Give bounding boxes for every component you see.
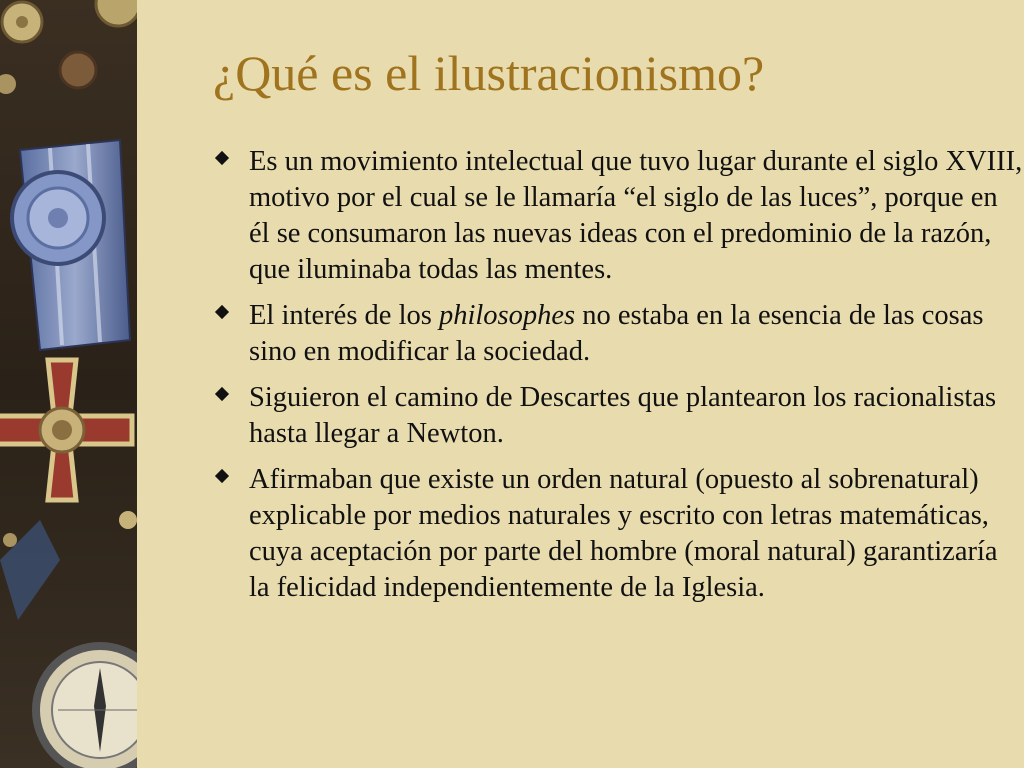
bullet-text: Afirmaban que existe un orden natural (opuesto al sobrenatural) explicable por medios naturales y escrito con letras matemáticas, cuya aceptación por parte del hombre (moral natural) garantizaría la felicidad independientemente de la Iglesia.: [249, 464, 998, 603]
bullet-text-before: El interés de los: [249, 300, 439, 331]
diamond-bullet-icon: [215, 305, 229, 319]
bullet-text: Siguieron el camino de Descartes que plantearon los racionalistas hasta llegar a Newton.: [249, 382, 997, 449]
bullet-item: [215, 298, 1024, 370]
bullet-item: [215, 380, 1024, 452]
bullet-text: [249, 300, 983, 367]
slide-title: ¿Qué es el ilustracionismo?: [213, 45, 765, 101]
bullet-item: [215, 144, 1024, 288]
diamond-bullet-icon: [215, 151, 229, 165]
diamond-bullet-icon: [215, 387, 229, 401]
bullet-text: Es un movimiento intelectual que tuvo lugar durante el siglo XVIII, motivo por el cual se le llamaría “el siglo de las luces”, porque en él se consumaron las nuevas ideas con el predominio de la razón, que iluminaba todas las mentes.: [249, 146, 1023, 285]
bullet-text-after: no estaba en la esencia de las cosas sino en modificar la sociedad.: [249, 300, 984, 367]
bullet-text-italic: philosophes: [438, 300, 576, 331]
diamond-bullet-icon: [215, 469, 229, 483]
slide-content: [137, 0, 1024, 768]
bullet-list: [215, 144, 1024, 616]
medal-illustration: [0, 0, 137, 768]
decorative-medal-image: [0, 0, 137, 768]
bullet-item: [215, 462, 1024, 606]
